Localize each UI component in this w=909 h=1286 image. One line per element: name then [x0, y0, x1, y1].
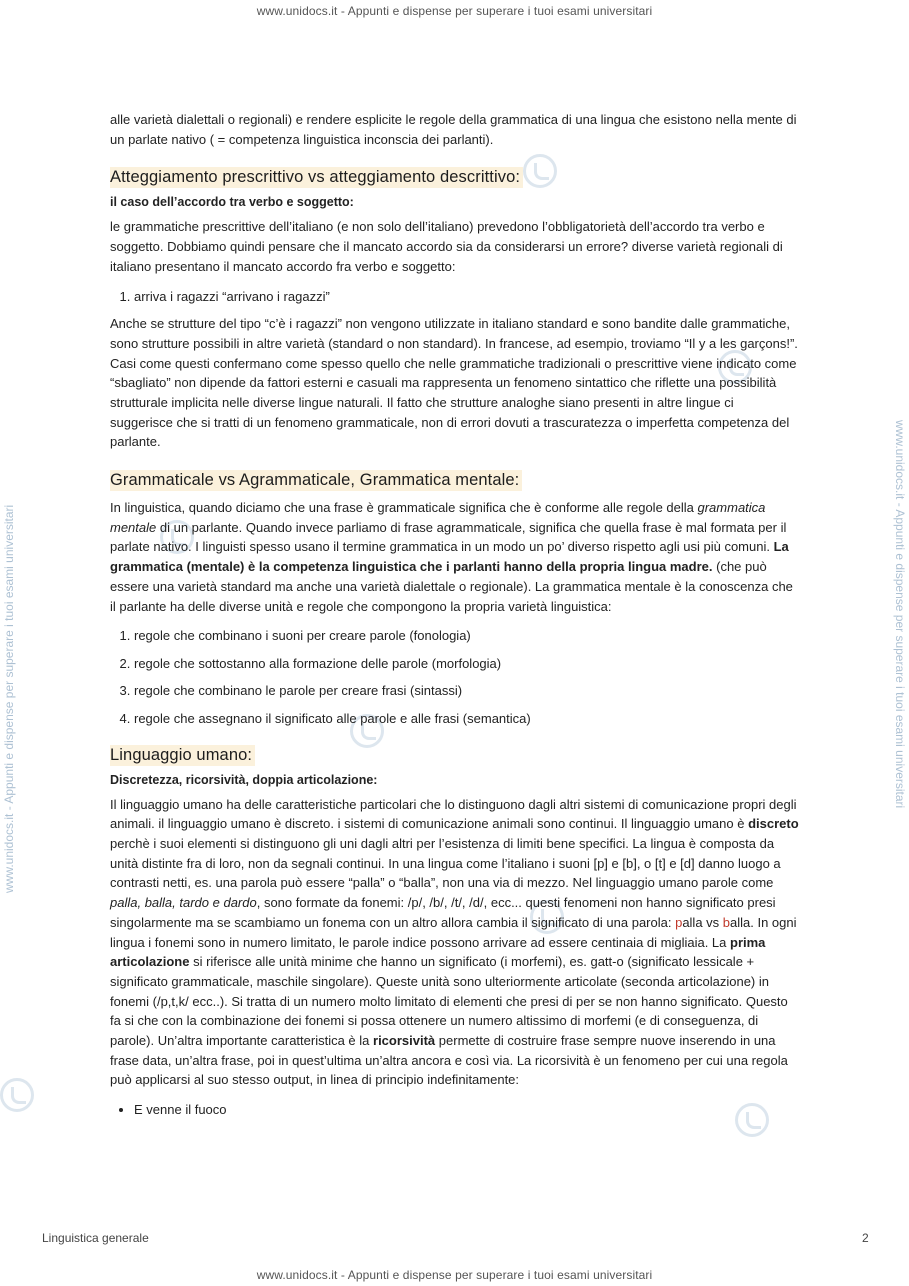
watermark-banner-top: www.unidocs.it - Appunti e dispense per superare i tuoi esami universitari — [256, 4, 653, 18]
footer-page-number: 2 — [862, 1231, 869, 1245]
text-run: Il linguaggio umano ha delle caratteristiche particolari che lo distinguono dagli altri sistemi di comunicazione propri degli animali. il linguaggio umano è discreto. i sistemi di comunicazione animali sono continui. Il linguaggio umano è — [110, 796, 797, 832]
section-heading-grammaticale: Grammaticale vs Agrammaticale, Grammatica mentale: — [110, 470, 522, 491]
text-run: , sono formate da fonemi: /p/, /b/, /t/, /d/, ecc... questi fenomeni non hanno significato presi singolarmente ma se scambiamo un fonema con un altro allora cambia il significato di una parola: — [110, 895, 776, 930]
text-run: In linguistica, quando diciamo che una frase è grammaticale significa che è conforme alle regole della — [110, 500, 698, 516]
intro-paragraph: alle varietà dialettali o regionali) e rendere esplicite le regole della grammatica di una lingua che esistono nella mente di un parlate nativo ( = competenza linguistica inconscia dei parlanti). — [110, 112, 797, 147]
bullet-list — [110, 1100, 800, 1119]
watermark-banner-bottom: www.unidocs.it - Appunti e dispense per superare i tuoi esami universitari — [256, 1268, 653, 1282]
text-emphasis: palla, balla, tardo e dardo — [110, 895, 257, 911]
paragraph-strutture: Anche se strutture del tipo “c’è i ragazzi” non vengono utilizzate in italiano standard e sono bandite dalle grammatiche, sono strutture possibili in altre varietà (standard o non standard). In francese, ad esempio, troviamo “Il y a les garçons!”. Casi come questi confermano come spesso quello che nelle grammatiche tradizionali o prescrittive viene indicato come “sbagliato” non dipende da fattori esterni e casuali ma rappresenta un fenomeno sintattico che riflette una possibilità strutturale implicita nelle diverse lingue naturali. Il fatto che strutture analoghe siano presenti in altre lingue ci suggerisce che si tratti di un fenomeno grammaticale, non di errori dovuti a trascuratezza o imperfetta competenza del parlante. — [110, 316, 798, 450]
list-item: 3. regole che combinano le parole per creare frasi (sintassi) — [134, 681, 800, 700]
rules-list — [110, 626, 800, 728]
watermark-logo-icon — [0, 1078, 34, 1112]
text-run: alla. In ogni lingua i fonemi sono in numero limitato, le parole indice possono arrivare ad essere centinaia di migliaia. La — [110, 914, 797, 950]
list-item: 1. regole che combinano i suoni per creare parole (fonologia) — [134, 626, 800, 645]
text-bold: La grammatica (mentale) è la competenza linguistica che i parlanti hanno della propria lingua madre. — [110, 539, 789, 575]
footer-course-title: Linguistica generale — [42, 1231, 149, 1245]
text-run: di un parlante. Quando invece parliamo di frase agrammaticale, significa che quella frase è mal formata per il parlate nativo. I linguisti spesso usano il termine grammatica in un modo un po’ diverso rispetto agli usi più comuni. — [110, 519, 787, 555]
paragraph-linguaggio-umano — [110, 795, 800, 1091]
section-heading-linguaggio: Linguaggio umano: — [110, 745, 255, 766]
list-item: 1. arriva i ragazzi “arrivano i ragazzi” — [134, 287, 800, 306]
text-highlight: p — [675, 914, 683, 930]
text-run: (che può essere una varietà standard ma anche una varietà dialettale o regionale). La grammatica mentale è la conoscenza che il parlante ha delle diverse unità e regole che compongono la propria varietà linguistica: — [110, 559, 793, 614]
list-item: 4. regole che assegnano il significato alle parole e alle frasi (semantica) — [134, 709, 800, 728]
example-list — [110, 287, 800, 306]
watermark-side-left: www.unidocs.it - Appunti e dispense per superare i tuoi esami universitari — [2, 504, 16, 893]
text-bold: prima articolazione — [110, 934, 766, 970]
list-item: 2. regole che sottostanno alla formazione delle parole (morfologia) — [134, 654, 800, 673]
document-body — [110, 110, 800, 1119]
list-item: • E venne il fuoco — [134, 1100, 800, 1119]
text-run: si riferisce alle unità minime che hanno un significato (i morfemi), es. gatt-o (significato lessicale + significato grammaticale, maschile singolare). Queste unità sono ulteriormente articolate (seconda articolazione) in fonemi (/p,t,k/ ecc..). Si tratta di un numero molto limitato di elementi che presi di per se non hanno significato. Questo fa si che con la combinazione dei fonemi si possa ottenere un numero altissimo di morfemi (e di conseguenza, di parole). Un’altra importante caratteristica è la — [110, 954, 788, 1049]
subheading-discretezza: Discretezza, ricorsività, doppia articolazione: — [110, 772, 378, 787]
text-bold: ricorsività — [373, 1033, 436, 1049]
text-bold: discreto — [748, 816, 799, 832]
paragraph-grammatica-mentale — [110, 498, 800, 616]
text-run: permette di costruire frase sempre nuove inserendo in una frase data, un’altra frase, poi in quest’ultima un’altra ancora e così via. La ricorsività è un fenomeno per cui una regola può applicarsi al suo stesso output, in linea di principio indefinitamente: — [110, 1033, 788, 1088]
text-highlight: b — [722, 914, 731, 930]
section-heading-prescrittivo: Atteggiamento prescrittivo vs atteggiamento descrittivo: — [110, 167, 523, 188]
text-run: perchè i suoi elementi si distinguono gli uni dagli altri per l’esistenza di limiti bene specifici. La lingua è composta da unità distinte fra di loro, non da segnali continui. In una lingua come l’italiano i suoni [p] e [b], o [t] e [d] danno luogo a contrasti netti, es. una parola può essere “palla” o “balla”, non una via di mezzo. Nel linguaggio umano parole come — [110, 836, 781, 891]
subheading-accordo: il caso dell’accordo tra verbo e soggetto: — [110, 195, 354, 210]
watermark-side-right: www.unidocs.it - Appunti e dispense per superare i tuoi esami universitari — [893, 420, 907, 809]
text-emphasis: grammatica mentale — [110, 500, 766, 535]
paragraph-accordo: le grammatiche prescrittive dell’italiano (e non solo dell’italiano) prevedono l’obbligatorietà dell’accordo tra verbo e soggetto. Dobbiamo quindi pensare che il mancato accordo sia da considerarsi un errore? diverse varietà regionali di italiano presentano il mancato accordo fra verbo e soggetto: — [110, 219, 783, 274]
text-run: alla vs — [682, 914, 723, 930]
